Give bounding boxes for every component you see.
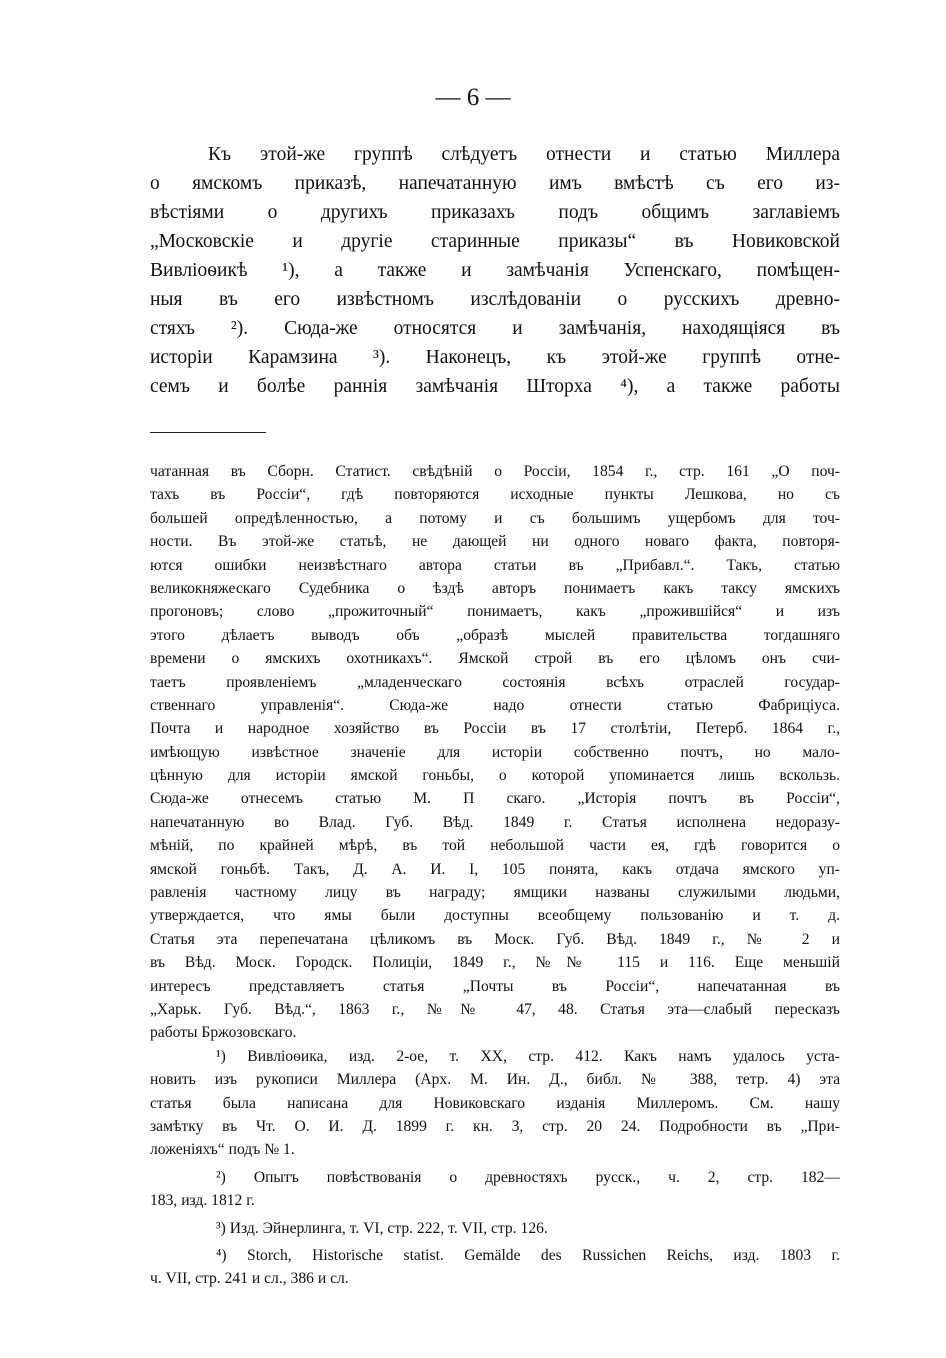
footnote-1-line: ¹) Вивліоѳика, изд. 2-ое, т. XX, стр. 412. Какъ намъ удалось уста-: [216, 1047, 840, 1065]
footnote-1-line: замѣтку въ Чт. О. И. Д. 1899 г. кн. 3, стр. 20 24. Подробности въ „При-: [150, 1117, 840, 1135]
continued-note-line: прогоновъ; слово „прожиточный“ понимаетъ, какъ „прожившійся“ и изъ: [150, 603, 840, 621]
main-paragraph: [150, 140, 840, 401]
main-line: Вивліоѳикѣ ¹), а также и замѣчанія Успенскаго, помѣщен-: [150, 260, 840, 281]
footnotes-block: [150, 460, 840, 1291]
continued-note-line: Почта и народное хозяйство въ Россіи въ 17 столѣтіи, Петерб. 1864 г.,: [150, 720, 840, 738]
continued-note-line: времени о ямскихъ охотникахъ“. Ямской строй въ его цѣломъ онъ счи-: [150, 650, 840, 668]
continued-note-line: напечатанную во Влад. Губ. Вѣд. 1849 г. Статья исполнена недоразу-: [150, 813, 840, 831]
main-line: Къ этой-же группѣ слѣдуетъ отнести и статью Миллера: [208, 144, 840, 165]
continued-note-line: Статья эта перепечатана цѣликомъ въ Моск. Губ. Вѣд. 1849 г., № 2 и: [150, 930, 840, 948]
footnote-1-line: новить изъ рукописи Миллера (Арх. М. Ин. Д., библ. № 388, тетр. 4) эта: [150, 1071, 840, 1089]
footnote-separator: [150, 432, 266, 433]
main-line: ныя въ его извѣстномъ изслѣдованіи о русскихъ древно-: [150, 289, 840, 310]
footnote-1-line: ложеніяхъ“ подъ № 1.: [150, 1141, 295, 1159]
footnote-2-line: 183, изд. 1812 г.: [150, 1192, 255, 1210]
continued-note-line: въ Вѣд. Моск. Городск. Полиціи, 1849 г., №№ 115 и 116. Еще меньшій: [150, 954, 840, 972]
continued-note-line: великокняжескаго Судебника о ѣздѣ авторъ понимаетъ какъ таксу ямскихъ: [150, 579, 840, 597]
main-line: семъ и болѣе раннія замѣчанія Шторха ⁴), а также работы: [150, 376, 840, 397]
page-number: — 6 —: [435, 84, 511, 111]
footnote-1-line: статья была написана для Новиковскаго изданія Миллеромъ. См. нашу: [150, 1094, 840, 1112]
continued-note-line: ются ошибки неизвѣстнаго автора статьи въ „Прибавл.“. Такъ, статью: [150, 556, 840, 574]
continued-note-line: Сюда-же отнесемъ статью М. П скаго. „Исторія почтъ въ Россіи“,: [150, 790, 840, 808]
continued-note-line: „Харьк. Губ. Вѣд.“, 1863 г., №№ 47, 48. Статья эта—слабый пересказъ: [150, 1000, 840, 1018]
continued-note-line: имѣющую извѣстное значеніе для исторіи собственно почтъ, но мало-: [150, 743, 840, 761]
footnote-4-line: ⁴) Storch, Historische statist. Gemälde des Russichen Reichs, изд. 1803 г.: [216, 1246, 840, 1264]
continued-note-line: тахъ въ Россіи“, гдѣ повторяются исходные пункты Лешкова, но съ: [150, 486, 840, 504]
continued-note-line: этого дѣлаетъ выводъ объ „образѣ мыслей правительства тогдашняго: [150, 626, 840, 644]
continued-note-line: таетъ проявленіемъ „младенческаго состоянія всѣхъ отраслей государ-: [150, 673, 840, 691]
footnote-2-line: ²) Опытъ повѣствованія о древностяхъ русск., ч. 2, стр. 182—: [216, 1168, 840, 1186]
continued-note-line: ямской гоньбѣ. Такъ, Д. А. И. I, 105 понята, какъ отдача ямского уп-: [150, 860, 840, 878]
main-line: о ямскомъ приказѣ, напечатанную имъ вмѣстѣ съ его из-: [150, 173, 840, 194]
main-line: исторіи Карамзина ³). Наконецъ, къ этой-же группѣ отне-: [150, 347, 840, 368]
continued-note-line: большей опредѣленностью, а потому и съ большимъ ущербомъ для точ-: [150, 509, 840, 527]
continued-note-line: работы Бржозовскаго.: [150, 1024, 297, 1042]
main-line: „Московскіе и другіе старинные приказы“ въ Новиковской: [150, 231, 840, 252]
continued-note-line: чатанная въ Сборн. Статист. свѣдѣній о Россіи, 1854 г., стр. 161 „О поч-: [150, 463, 840, 480]
footnote-3-line: ³) Изд. Эйнерлинга, т. VI, стр. 222, т. VII, стр. 126.: [216, 1219, 548, 1237]
continued-note-line: утверждается, что ямы были доступны всеобщему пользованію и т. д.: [150, 907, 840, 925]
continued-note-line: ности. Въ этой-же статьѣ, не дающей ни одного новаго факта, повторя-: [150, 533, 840, 551]
main-line: вѣстіями о другихъ приказахъ подъ общимъ заглавіемъ: [150, 202, 840, 223]
continued-note-line: ственнаго управленія“. Сюда-же надо отнести статью Фабриціуса.: [150, 696, 840, 714]
continued-note-line: равленія частному лицу въ награду; ямщики названы служилыми людьми,: [150, 884, 840, 902]
footnote-4-line: ч. VII, стр. 241 и сл., 386 и сл.: [150, 1270, 349, 1288]
continued-note-line: цѣнную для исторіи ямской гоньбы, о которой упоминается лишь вскользь.: [150, 767, 840, 785]
main-line: стяхъ ²). Сюда-же относятся и замѣчанія, находящіяся въ: [150, 318, 840, 339]
continued-note-line: интересъ представляетъ статья „Почты въ Россіи“, напечатанная въ: [150, 977, 840, 995]
continued-note-line: мѣній, по крайней мѣрѣ, въ той небольшой части ея, гдѣ говорится о: [150, 837, 840, 855]
